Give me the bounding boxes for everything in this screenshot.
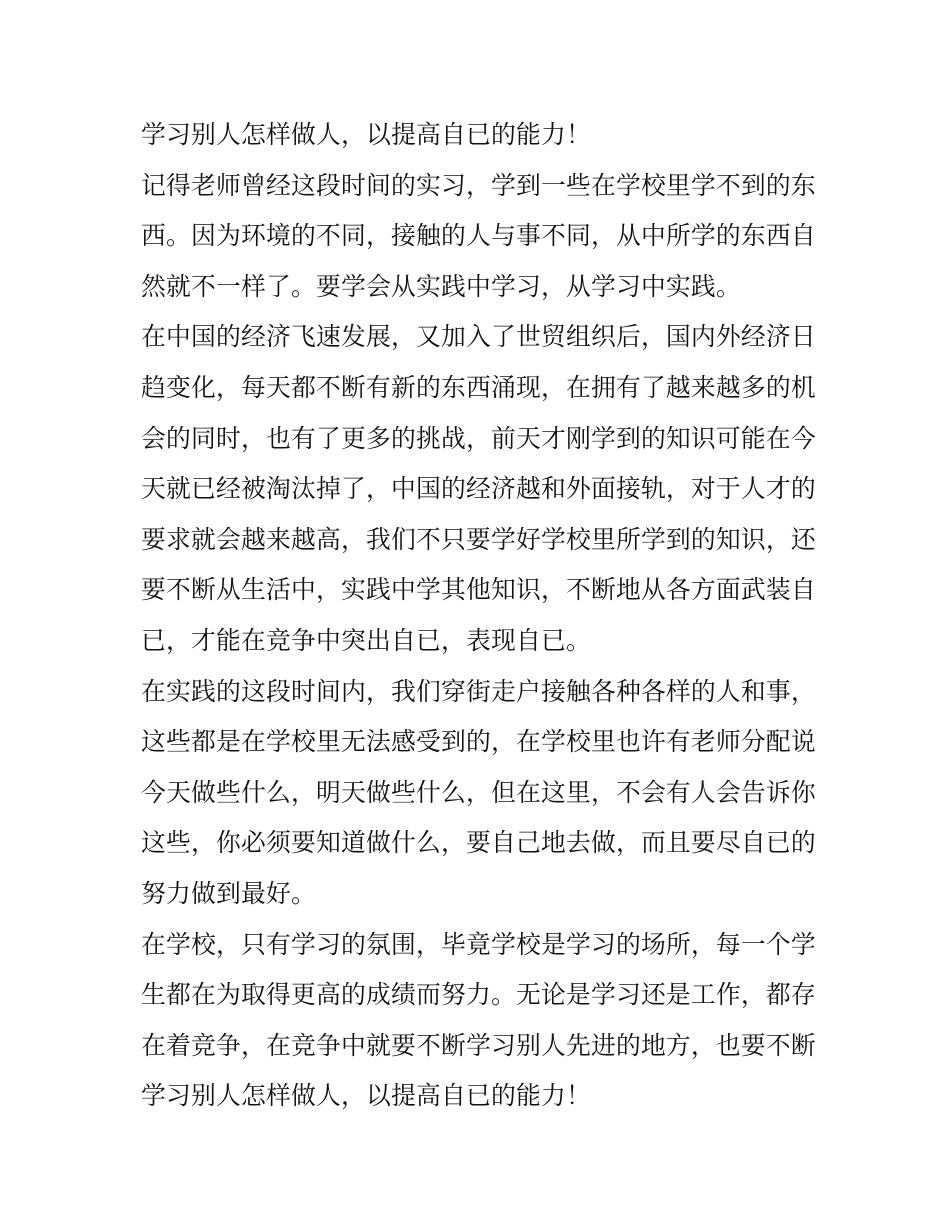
text-line: 生都在为取得更高的成绩而努力。无论是学习还是工作，都存 <box>141 980 816 1010</box>
text-line: 天就已经被淘汰掉了，中国的经济越和外面接轨，对于人才的 <box>141 474 816 504</box>
text-line: 会的同时，也有了更多的挑战，前天才刚学到的知识可能在今 <box>141 423 816 453</box>
text-line: 在中国的经济飞速发展，又加入了世贸组织后，国内外经济日 <box>141 322 816 352</box>
text-line: 要求就会越来越高，我们不只要学好学校里所学到的知识，还 <box>141 524 816 554</box>
text-line: 然就不一样了。要学会从实践中学习，从学习中实践。 <box>141 271 741 301</box>
text-line: 学习别人怎样做人，以提高自已的能力！ <box>141 1081 591 1111</box>
text-line: 在实践的这段时间内，我们穿街走户接触各种各样的人和事， <box>141 676 816 706</box>
text-line: 已，才能在竞争中突出自已，表现自已。 <box>141 625 591 655</box>
text-line: 在学校，只有学习的氛围，毕竟学校是学习的场所，每一个学 <box>141 929 816 959</box>
text-line: 这些，你必须要知道做什么，要自己地去做，而且要尽自已的 <box>141 828 816 858</box>
text-line: 学习别人怎样做人，以提高自已的能力！ <box>141 120 591 149</box>
text-line: 西。因为环境的不同，接触的人与事不同，从中所学的东西自 <box>141 221 816 251</box>
document-body <box>141 110 816 1122</box>
text-line: 这些都是在学校里无法感受到的，在学校里也许有老师分配说 <box>141 727 816 757</box>
text-line: 今天做些什么，明天做些什么，但在这里，不会有人会告诉你 <box>141 777 816 807</box>
text-line: 在着竞争，在竞争中就要不断学习别人先进的地方，也要不断 <box>141 1030 816 1060</box>
text-line: 趋变化，每天都不断有新的东西涌现，在拥有了越来越多的机 <box>141 372 816 402</box>
text-line: 要不断从生活中，实践中学其他知识，不断地从各方面武装自 <box>141 575 816 605</box>
text-line: 记得老师曾经这段时间的实习，学到一些在学校里学不到的东 <box>141 170 816 200</box>
text-line: 努力做到最好。 <box>141 878 316 908</box>
